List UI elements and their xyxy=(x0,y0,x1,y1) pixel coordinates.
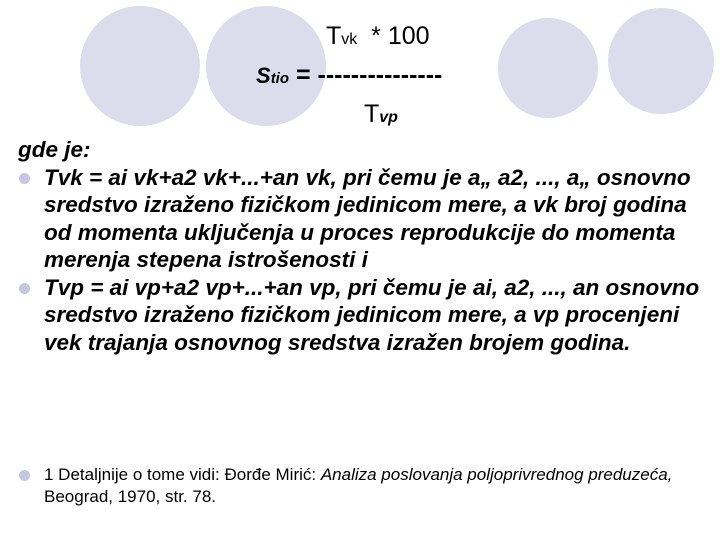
formula-numerator xyxy=(326,22,430,54)
numerator-sub: vk xyxy=(341,31,358,48)
bullet-item xyxy=(18,164,710,274)
lhs-main: S xyxy=(256,63,271,88)
lhs-sub: tio xyxy=(270,70,290,87)
footnote xyxy=(18,464,720,508)
bullet-dot-icon xyxy=(19,173,30,184)
formula-lhs xyxy=(256,63,289,88)
numerator-main: T xyxy=(326,22,342,50)
slide-body xyxy=(18,136,710,356)
footnote-suffix: Beograd, 1970, str. 78. xyxy=(44,487,217,506)
bullet-text: Tvp = ai vp+a2 vp+...+an vp, pri čemu je ai, a2, ..., an osnovno sredstvo izraženo fizičkom jedinicom mere, a vp procenjeni vek trajanja osnovnog sredstva izražen brojem godina. xyxy=(44,274,700,355)
fraction-bar: = --------------- xyxy=(289,61,443,89)
denominator-main: T xyxy=(364,100,380,128)
denominator-sub: vp xyxy=(379,109,398,126)
bullet-text: Tvk = ai vk+a2 vk+...+an vk, pri čemu je a„ a2, ..., a„ osnovno sredstvo izraženo fizičkom jedinicom mere, a vk broj godina od momenta uključenja u proces reprodukcije do momenta merenja stepena istrošenosti i xyxy=(44,164,691,272)
numerator-rest: * 100 xyxy=(357,22,430,50)
formula xyxy=(0,0,720,130)
body-heading: gde je: xyxy=(18,137,91,162)
bullet-dot-icon xyxy=(19,470,30,481)
footnote-prefix: 1 Detaljnije o tome vidi: Đorđe Mirić: xyxy=(44,465,321,484)
footnote-title: Analiza poslovanja poljoprivrednog preduzeća, xyxy=(320,465,673,484)
formula-equation-line xyxy=(256,60,442,94)
bullet-dot-icon xyxy=(19,283,30,294)
formula-denominator xyxy=(364,100,398,132)
bullet-item xyxy=(18,274,710,357)
